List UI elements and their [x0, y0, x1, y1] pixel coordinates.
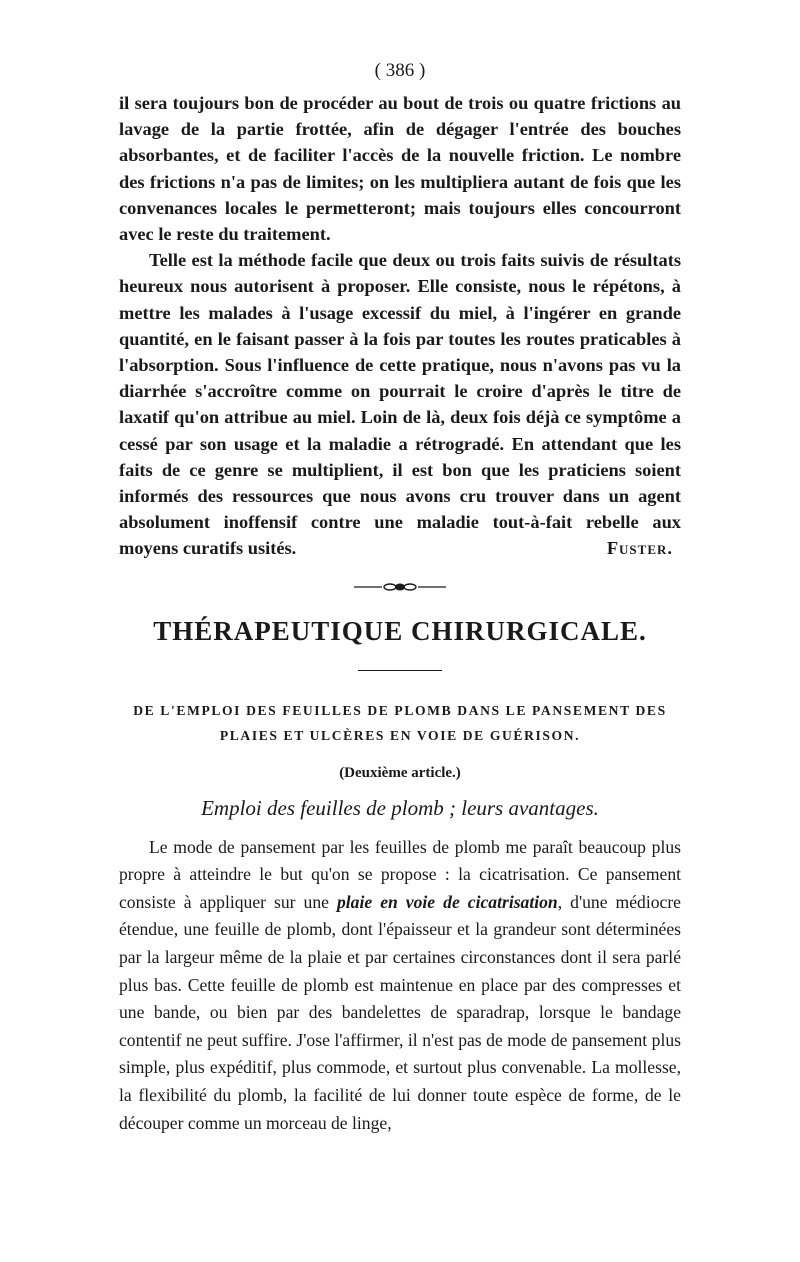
article-title-line-2: PLAIES ET ULCÈRES EN VOIE DE GUÉRISON.	[219, 727, 581, 743]
section-title: THÉRAPEUTIQUE CHIRURGICALE.	[153, 615, 647, 646]
article-note: (Deuxième article.)	[339, 764, 461, 781]
article-body-part-1: Le mode de pansement par les feuilles de plomb me paraît beaucoup plus propre à atteindre le but qu'on se propose : la cicatrisation. Ce pansement consiste à appliquer sur une	[119, 836, 681, 912]
article-title-line-1: DE L'EMPLOI DES FEUILLES DE PLOMB DANS LE PANSEMENT DES	[133, 702, 667, 718]
author-signature: Fuster.	[606, 538, 673, 559]
article-body-paragraph	[119, 834, 681, 1138]
section-divider-ornament-icon	[352, 582, 448, 592]
article-subheading: Emploi des feuilles de plomb ; leurs avantages.	[201, 795, 599, 820]
article-body-part-2: , d'une médiocre étendue, une feuille de plomb, dont l'épaisseur et la grandeur sont déterminées par la largeur même de la plaie et par certaines circonstances dont il sera parlé plus bas. Cette feuille de plomb est maintenue en place par des compresses et une bande, ou bien par des bandelettes de sparadrap, lorsque le bandage contentif ne peut suffire. J'ose l'affirmer, il n'est pas de mode de pansement plus simple, plus expéditif, plus commode, et surtout plus convenable. La mollesse, la flexibilité du plomb, la facilité de lui donner toute espèce de forme, de le découper comme un morceau de linge,	[119, 891, 681, 1133]
continuation-paragraph: il sera toujours bon de procéder au bout de trois ou quatre frictions au lavage de la partie frottée, afin de dégager l'entrée des bouches absorbantes, et de faciliter l'accès de la nouvelle friction. Le nombre des frictions n'a pas de limites; on les multipliera autant de fois que les convenances locales le permetteront; mais toujours elles concourront avec le reste du traitement.	[119, 93, 681, 245]
page-number: ( 386 )	[374, 60, 426, 81]
method-paragraph-text: Telle est la méthode facile que deux ou trois faits suivis de résultats heureux nous autorisent à proposer. Elle consiste, nous le répétons, à mettre les malades à l'usage excessif du miel, à l'ingérer en grande quantité, en le faisant passer à la fois par toutes les routes praticables à l'absorption. Sous l'influence de cette pratique, nous n'avons pas vu la diarrhée s'accroître comme on pourrait le croire d'après le titre de laxatif qu'on attribue au miel. Loin de là, deux fois déjà ce symptôme a cessé par son usage et la maladie a rétrogradé. En attendant que les faits de ce genre se multiplient, il est bon que les praticiens soient informés des ressources que nous avons cru trouver dans un agent absolument inoffensif contre une maladie tout-à-fait rebelle aux moyens curatifs usités.	[119, 250, 681, 559]
method-paragraph	[119, 247, 681, 561]
section-rule	[358, 670, 442, 671]
article-body-emphasis: plaie en voie de cicatrisation	[336, 891, 558, 912]
book-page	[119, 58, 681, 1137]
